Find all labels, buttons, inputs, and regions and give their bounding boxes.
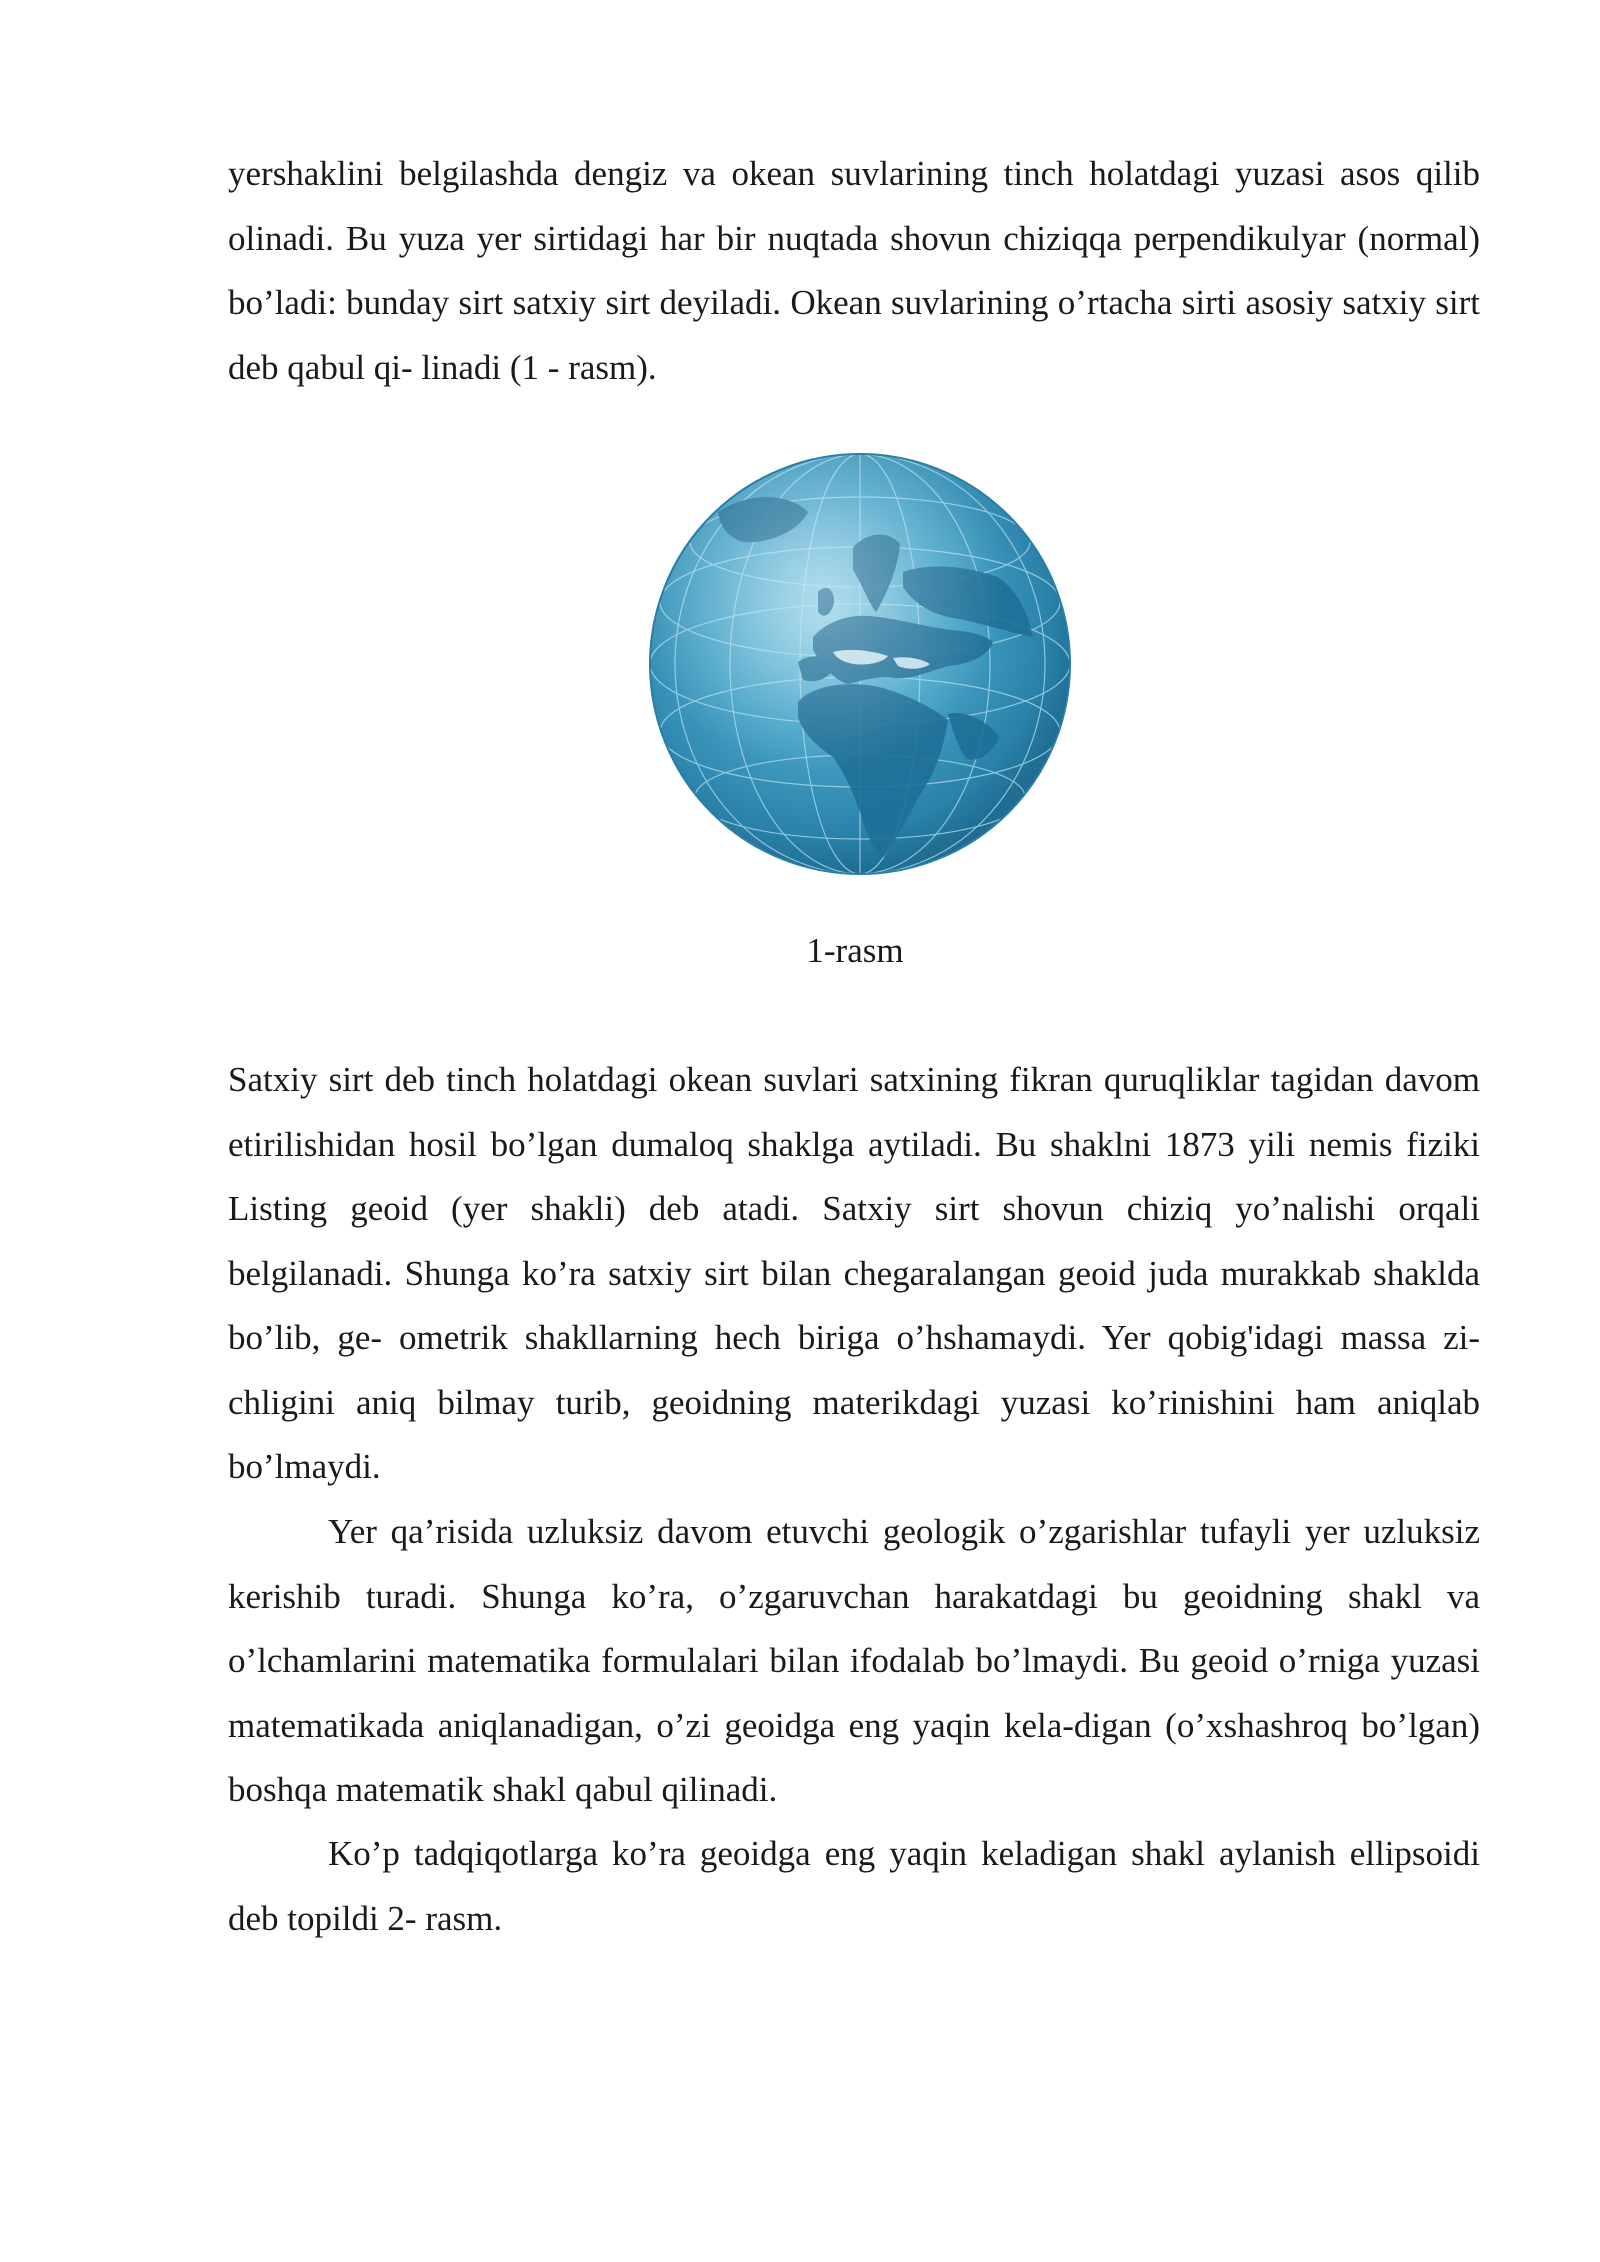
paragraph-geologic-changes: Yer qa’risida uzluksiz davom etuvchi geologik o’zgarishlar tufayli yer uzluksiz kerishib turadi. Shunga ko’ra, o’zgaruvchan harakatdagi bu geoidning shakl va o’lchamlarini matematika formulalari bilan ifodalab bo’lmaydi. Bu geoid o’rniga yuzasi matematikada aniqlanadigan, o’zi geoidga eng yaqin kela-digan (o’xshashroq bo’lgan) boshqa matematik shakl qabul qilinadi. <box>228 1512 1480 1809</box>
globe-icon <box>648 452 1072 876</box>
paragraph-geoid-definition: Satxiy sirt deb tinch holatdagi okean suvlari satxining fikran quruqliklar tagidan davom etirilishidan hosil bo’lgan dumaloq shaklga aytiladi. Bu shaklni 1873 yili nemis fiziki Listing geoid (yer shakli) deb atadi. Satxiy sirt shovun chiziq yo’nalishi orqali belgilanadi. Shunga ko’ra satxiy sirt bilan chegaralangan geoid juda murakkab shaklda bo’lib, ge- ometrik shakllarning hech biriga o’hshamaydi. Yer qobig'idagi massa zi- chligini aniq bilmay turib, geoidning materikdagi yuzasi ko’rinishini ham aniqlab bo’lmaydi. <box>228 1060 1480 1486</box>
globe-figure <box>648 452 1072 876</box>
paragraph-intro: yershaklini belgilashda dengiz va okean suvlarining tinch holatdagi yuzasi asos qilib olinadi. Bu yuza yer sirtidagi har bir nuqtada shovun chiziqqa perpendikulyar (normal) bo’ladi: bunday sirt satxiy sirt deyiladi. Okean suvlarining o’rtacha sirti asosiy satxiy sirt deb qabul qi- linadi (1 - rasm). <box>228 154 1480 387</box>
figure-caption: 1-rasm <box>806 931 904 970</box>
paragraph-ellipsoid: Ko’p tadqiqotlarga ko’ra geoidga eng yaqin keladigan shakl aylanish ellipsoidi deb topildi 2- rasm. <box>228 1834 1480 1938</box>
